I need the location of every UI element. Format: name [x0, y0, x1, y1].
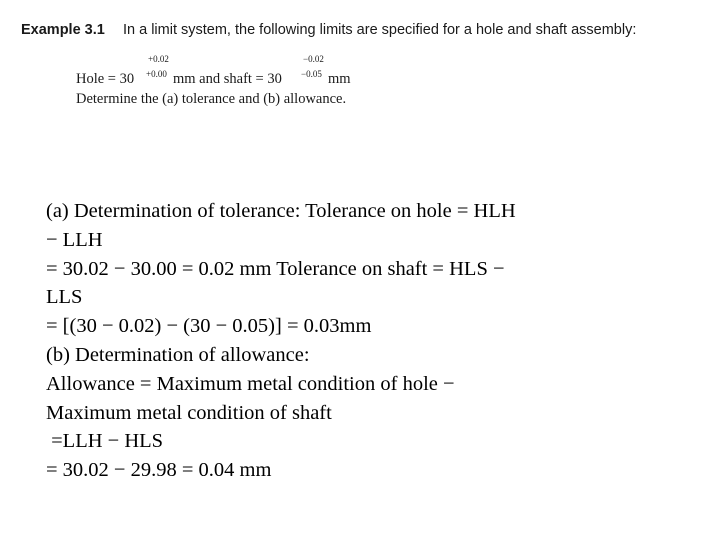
unit-suffix: mm	[328, 71, 351, 87]
solution-line: = 30.02 − 30.00 = 0.02 mm Tolerance on shaft = HLS −	[46, 257, 505, 280]
hole-prefix: Hole = 30	[76, 71, 135, 87]
mid-text: mm and shaft = 30	[173, 71, 282, 87]
solution-line: Maximum metal condition of shaft	[46, 401, 332, 424]
question-text: Determine the (a) tolerance and (b) allowance.	[76, 91, 347, 107]
solution-line: = [(30 − 0.02) − (30 − 0.05)] = 0.03mm	[46, 315, 372, 338]
solution-line: − LLH	[46, 228, 103, 251]
solution-line: = 30.02 − 29.98 = 0.04 mm	[46, 459, 272, 482]
example-header	[21, 22, 636, 38]
solution-line: (b) Determination of allowance:	[46, 343, 310, 366]
solution-line: (a) Determination of tolerance: Tolerance on hole = HLH	[46, 200, 516, 222]
solution-text	[46, 197, 686, 485]
hole-upper-deviation: +0.02	[148, 54, 169, 64]
example-label: Example 3.1	[21, 22, 105, 38]
shaft-lower-deviation: −0.05	[301, 69, 322, 79]
shaft-upper-deviation: −0.02	[303, 54, 324, 64]
solution-line: Allowance = Maximum metal condition of hole −	[46, 372, 455, 395]
hole-lower-deviation: +0.00	[146, 69, 167, 79]
solution-line: =LLH − HLS	[46, 430, 164, 453]
solution-line: LLS	[46, 286, 83, 309]
example-statement: In a limit system, the following limits are specified for a hole and shaft assembly:	[123, 22, 637, 38]
